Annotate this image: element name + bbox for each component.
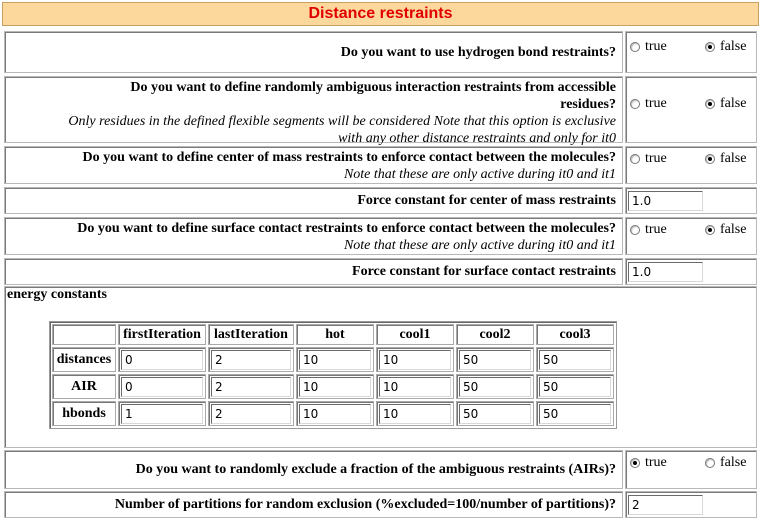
surf-force-label-cell [4, 258, 623, 285]
hbond-true-option[interactable]: true [630, 39, 667, 55]
air-lastIteration-input[interactable]: 2 [211, 377, 291, 397]
distances-hot-input[interactable]: 10 [299, 350, 371, 370]
energy-constants-table [49, 321, 617, 429]
surf-question-cell [4, 217, 623, 255]
surf-question: Do you want to define surface contact restraints to enforce contact between the molecules? Note that these are only active during it0 and it1 [77, 221, 616, 253]
hbond-question-cell [4, 31, 623, 73]
ambig-false-option[interactable]: false [705, 96, 746, 112]
table-row [52, 401, 614, 426]
exclude-false-option[interactable]: false [705, 455, 746, 471]
exclude-options-cell [625, 450, 757, 489]
surf-options-cell [625, 217, 757, 255]
hbond-false-radio[interactable] [705, 42, 715, 52]
ambig-options-cell [625, 76, 757, 143]
surf-force-label: Force constant for surface contact restraints [352, 264, 616, 279]
partitions-input[interactable]: 2 [628, 495, 703, 515]
hbonds-cool1-input[interactable]: 10 [379, 404, 451, 424]
surf-true-radio[interactable] [630, 225, 640, 235]
exclude-false-radio[interactable] [705, 458, 715, 468]
column-header: firstIteration [118, 324, 206, 345]
hbond-false-option[interactable]: false [705, 39, 746, 55]
table-row [52, 347, 614, 372]
distances-cool2-input[interactable]: 50 [459, 350, 531, 370]
air-cool3-input[interactable]: 50 [539, 377, 611, 397]
row-label: AIR [52, 374, 116, 399]
exclude-question: Do you want to randomly exclude a fraction of the ambiguous restraints (AIRs)? [135, 462, 616, 477]
com-force-input-cell [625, 187, 757, 214]
surf-false-option[interactable]: false [705, 222, 746, 238]
com-force-label: Force constant for center of mass restraints [357, 193, 616, 208]
column-header: lastIteration [208, 324, 294, 345]
hbonds-lastIteration-input[interactable]: 2 [211, 404, 291, 424]
table-header-row [52, 324, 614, 345]
ambig-question: Do you want to define randomly ambiguous interaction restraints from accessible residues? Only residues in the defined flexible segments will be considered Note that this option is exclusive with any other distance restraints and only for it0 [68, 80, 616, 146]
exclude-true-option[interactable]: true [630, 455, 667, 471]
com-false-radio[interactable] [705, 154, 715, 164]
column-header: cool1 [376, 324, 454, 345]
com-question: Do you want to define center of mass restraints to enforce contact between the molecules? Note that these are only active during it0 and it1 [82, 150, 616, 182]
ambig-false-radio[interactable] [705, 99, 715, 109]
com-force-input[interactable]: 1.0 [628, 191, 703, 211]
section-title: Distance restraints [2, 2, 759, 26]
com-force-label-cell [4, 187, 623, 214]
hbonds-cool2-input[interactable]: 50 [459, 404, 531, 424]
table-corner [52, 324, 116, 345]
energy-constants-title: energy constants [7, 287, 107, 302]
hbond-true-radio[interactable] [630, 42, 640, 52]
distances-cool3-input[interactable]: 50 [539, 350, 611, 370]
exclude-question-cell [4, 450, 623, 489]
hbonds-firstIteration-input[interactable]: 1 [121, 404, 203, 424]
distances-firstIteration-input[interactable]: 0 [121, 350, 203, 370]
surf-force-input-cell [625, 258, 757, 285]
air-firstIteration-input[interactable]: 0 [121, 377, 203, 397]
com-options-cell [625, 146, 757, 184]
row-label: distances [52, 347, 116, 372]
surf-true-option[interactable]: true [630, 222, 667, 238]
hbonds-hot-input[interactable]: 10 [299, 404, 371, 424]
surf-force-input[interactable]: 1.0 [628, 262, 703, 282]
hbond-options-cell [625, 31, 757, 73]
hbonds-cool3-input[interactable]: 50 [539, 404, 611, 424]
distances-lastIteration-input[interactable]: 2 [211, 350, 291, 370]
partitions-label: Number of partitions for random exclusion (%excluded=100/number of partitions)? [114, 497, 616, 512]
ambig-true-radio[interactable] [630, 99, 640, 109]
table-row [52, 374, 614, 399]
com-true-radio[interactable] [630, 154, 640, 164]
column-header: cool2 [456, 324, 534, 345]
com-question-cell [4, 146, 623, 184]
hbond-question: Do you want to use hydrogen bond restraints? [340, 45, 616, 60]
air-hot-input[interactable]: 10 [299, 377, 371, 397]
ambig-true-option[interactable]: true [630, 96, 667, 112]
air-cool2-input[interactable]: 50 [459, 377, 531, 397]
column-header: hot [296, 324, 374, 345]
row-label: hbonds [52, 401, 116, 426]
com-true-option[interactable]: true [630, 151, 667, 167]
surf-false-radio[interactable] [705, 225, 715, 235]
partitions-label-cell [4, 491, 623, 518]
partitions-input-cell [625, 491, 757, 518]
air-cool1-input[interactable]: 10 [379, 377, 451, 397]
exclude-true-radio[interactable] [630, 458, 640, 468]
com-false-option[interactable]: false [705, 151, 746, 167]
ambig-question-cell [4, 76, 623, 146]
column-header: cool3 [536, 324, 614, 345]
distances-cool1-input[interactable]: 10 [379, 350, 451, 370]
